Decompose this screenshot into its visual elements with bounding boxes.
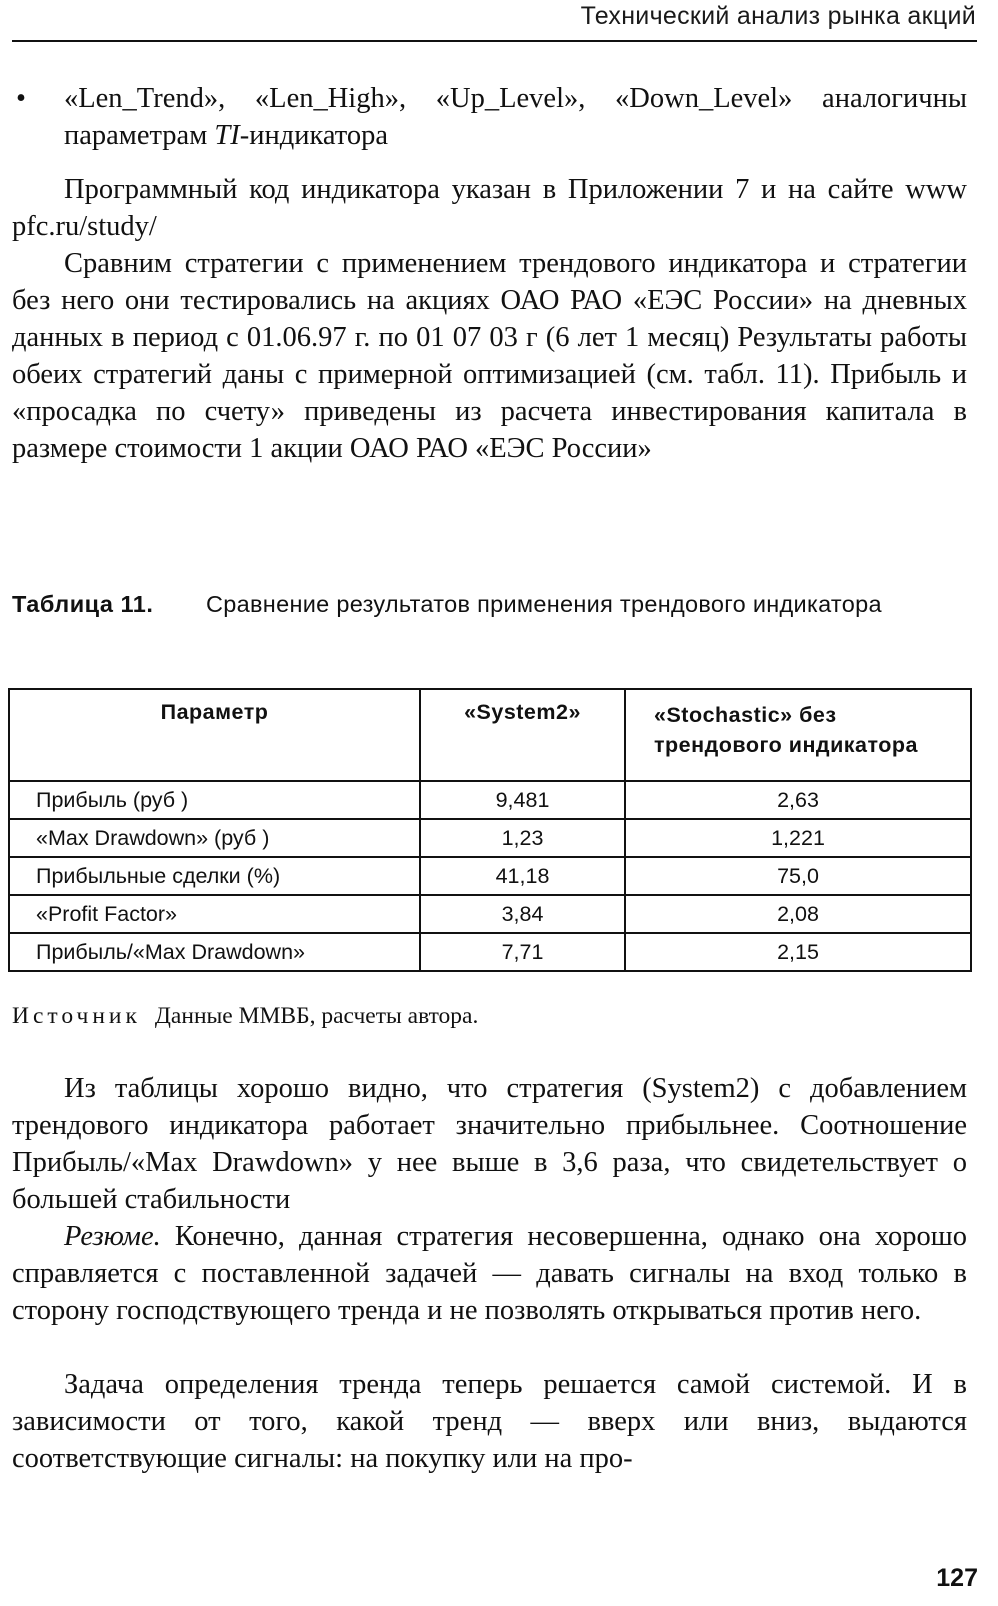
source-text: Данные ММВБ, расчеты автора. [154, 1003, 479, 1029]
source-label: Источник [12, 1003, 141, 1029]
bullet-text-italic: TI [214, 120, 240, 151]
page-number: 127 [936, 1564, 978, 1592]
table-row [9, 895, 971, 933]
paragraph-trend-task: Задача определения тренда теперь решается самой системой. И в зависимости от того, какой тренд — вверх или вниз, выдаются соответствующие сигналы: на покупку или на про- [12, 1369, 967, 1474]
table-row [9, 857, 971, 895]
table-cell: 2,63 [625, 781, 971, 819]
paragraph-program-code: Программный код индикатора указан в Приложении 7 и на сайте www pfc.ru/study/ [12, 174, 967, 242]
bullet-item-parameters [12, 80, 967, 154]
table-header-row [9, 689, 971, 781]
table-caption-text: Сравнение результатов применения трендового индикатора [206, 591, 882, 617]
table-cell: 75,0 [625, 857, 971, 895]
table-cell: 7,71 [420, 933, 625, 971]
paragraph-summary [12, 1218, 967, 1329]
table-cell: «Profit Factor» [9, 895, 420, 933]
table-cell: Прибыль (руб ) [9, 781, 420, 819]
table-cell: 41,18 [420, 857, 625, 895]
bullet-text-end: -индикатора [239, 120, 389, 151]
running-title: Технический анализ рынка акций [580, 2, 976, 30]
table-row [9, 933, 971, 971]
table-cell: Прибыльные сделки (%) [9, 857, 420, 895]
table-caption-label: Таблица 11. [12, 591, 154, 617]
table-cell: 9,481 [420, 781, 625, 819]
table-header-parameter: Параметр [9, 689, 420, 781]
table-cell: Прибыль/«Max Drawdown» [9, 933, 420, 971]
table-cell: 1,221 [625, 819, 971, 857]
table-cell: 1,23 [420, 819, 625, 857]
paragraph-strategy-comparison: Сравним стратегии с применением трендового индикатора и стратегии без него они тестировались на акциях ОАО РАО «ЕЭС России» на дневных данных в период с 01.06.97 г. по 01 07 03 г (6 лет 1 месяц) Результаты работы обеих стратегий даны с примерной оптимизацией (см. табл. 11). Прибыль и «просадка по счету» приведены из расчета инвестирования капитала в размере стоимости 1 акции ОАО РАО «ЕЭС России» [12, 248, 967, 464]
summary-label: Резюме. [64, 1221, 161, 1252]
bullet-icon: • [16, 83, 26, 114]
table-cell: 2,15 [625, 933, 971, 971]
table-source-note [12, 1003, 967, 1030]
table-cell: «Max Drawdown» (руб ) [9, 819, 420, 857]
table-cell: 2,08 [625, 895, 971, 933]
table-header-system2: «System2» [420, 689, 625, 781]
table-row [9, 819, 971, 857]
bullet-text: «Len_Trend», «Len_High», «Up_Level», «Down_Level» аналогичны параметрам [64, 83, 967, 151]
results-table [8, 688, 972, 972]
table-cell: 3,84 [420, 895, 625, 933]
header-rule [12, 40, 977, 42]
table-header-stochastic: «Stochastic» без трендового индикатора [625, 689, 971, 781]
paragraph-table-conclusion: Из таблицы хорошо видно, что стратегия (System2) с добавлением трендового индикатора работает значительно прибыльнее. Соотношение Прибыль/«Max Drawdown» у нее выше в 3,6 раза, что свидетельствует о большей стабильности [12, 1073, 967, 1215]
summary-text: Конечно, данная стратегия несовершенна, однако она хорошо справляется с поставленной задачей — давать сигналы на вход только в сторону господствующего тренда и не позволять открываться против него. [12, 1221, 967, 1326]
table-row [9, 781, 971, 819]
